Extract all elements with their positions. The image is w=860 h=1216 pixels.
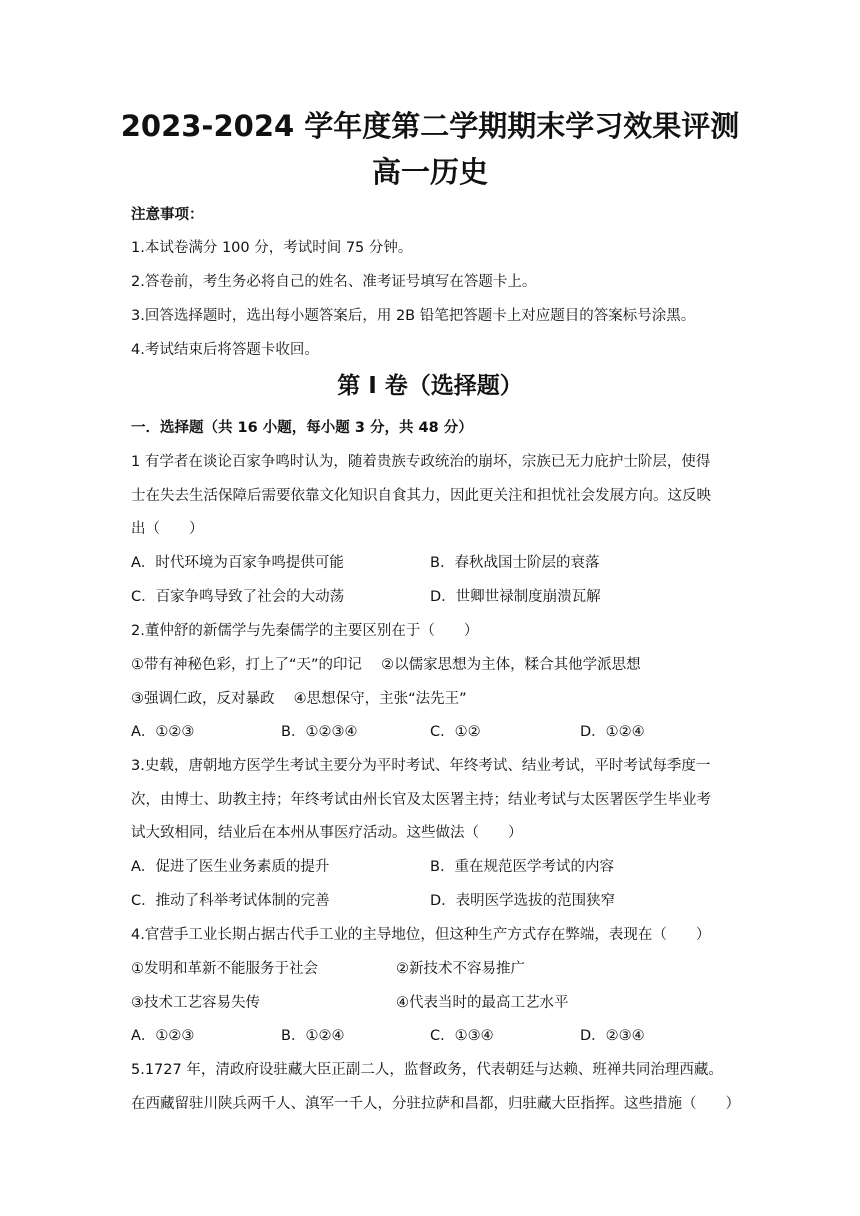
option-a: A．时代环境为百家争鸣提供可能: [131, 555, 344, 571]
section-title: 第 I 卷（选择题）: [337, 373, 523, 399]
option-c: C．①③④: [430, 1028, 494, 1044]
question-text: 1 有学者在谈论百家争鸣时认为，随着贵族专政统治的崩坏，宗族已无力庇护士阶层，使得: [131, 454, 711, 470]
option-c: C．推动了科举考试体制的完善: [131, 893, 330, 909]
question-statements: ①带有神秘色彩，打上了“天”的印记 ②以儒家思想为主体，糅合其他学派思想: [131, 657, 641, 673]
option-b: B．①②③④: [281, 724, 358, 740]
exam-subject: 高一历史: [371, 155, 488, 189]
question-statements: ③强调仁政，反对暴政 ④思想保守，主张“法先王”: [131, 691, 467, 707]
option-c: C．百家争鸣导致了社会的大动荡: [131, 589, 345, 605]
question-text: 试大致相同，结业后在本州从事医疗活动。这些做法（ ）: [131, 825, 523, 841]
question-text: 4.官营手工业长期占据古代手工业的主导地位，但这种生产方式存在弊端，表现在（ ）: [131, 927, 711, 943]
question-text: 5.1727 年，清政府设驻藏大臣正副二人，监督政务，代表朝廷与达赖、班禅共同治理西藏。: [131, 1062, 723, 1078]
option-a: A．①②③: [131, 1028, 195, 1044]
statement-1: ①发明和革新不能服务于社会: [131, 961, 318, 977]
question-text: 出（ ）: [131, 521, 204, 537]
option-d: D．世卿世禄制度崩溃瓦解: [430, 589, 601, 605]
option-a: A．促进了医生业务素质的提升: [131, 859, 330, 875]
question-text: 在西藏留驻川陕兵两千人、滇军一千人，分驻拉萨和昌都，归驻藏大臣指挥。这些措施（ ）: [131, 1096, 740, 1112]
question-text: 3.史载，唐朝地方医学生考试主要分为平时考试、年终考试、结业考试，平时考试每季度一: [131, 758, 711, 774]
notice-item: 3.回答选择题时，选出每小题答案后，用 2B 铅笔把答题卡上对应题目的答案标号涂黑。: [131, 308, 696, 324]
notice-item: 4.考试结束后将答题卡收回。: [131, 342, 319, 358]
statement-4: ④代表当时的最高工艺水平: [396, 995, 569, 1011]
option-b: B．春秋战国士阶层的衰落: [430, 555, 600, 571]
question-text: 士在失去生活保障后需要依靠文化知识自食其力，因此更关注和担忧社会发展方向。这反映: [131, 488, 711, 504]
notice-item: 2.答卷前，考生务必将自己的姓名、准考证号填写在答题卡上。: [131, 274, 537, 290]
statement-2: ②新技术不容易推广: [396, 961, 525, 977]
question-text: 2.董仲舒的新儒学与先秦儒学的主要区别在于（ ）: [131, 623, 479, 639]
statement-3: ③技术工艺容易失传: [131, 995, 260, 1011]
question-text: 次，由博士、助教主持；年终考试由州长官及太医署主持；结业考试与太医署医学生毕业考: [131, 792, 711, 808]
option-d: D．②③④: [580, 1028, 645, 1044]
option-d: D．①②④: [580, 724, 645, 740]
option-b: B．重在规范医学考试的内容: [430, 859, 614, 875]
option-c: C．①②: [430, 724, 481, 740]
part-heading: 一．选择题（共 16 小题，每小题 3 分，共 48 分）: [131, 420, 473, 436]
option-b: B．①②④: [281, 1028, 345, 1044]
notice-heading: 注意事项：: [131, 207, 204, 223]
exam-title: 2023-2024 学年度第二学期期末学习效果评测: [120, 109, 740, 143]
notice-item: 1.本试卷满分 100 分，考试时间 75 分钟。: [131, 240, 413, 256]
option-d: D．表明医学选拔的范围狭窄: [430, 893, 616, 909]
option-a: A．①②③: [131, 724, 195, 740]
